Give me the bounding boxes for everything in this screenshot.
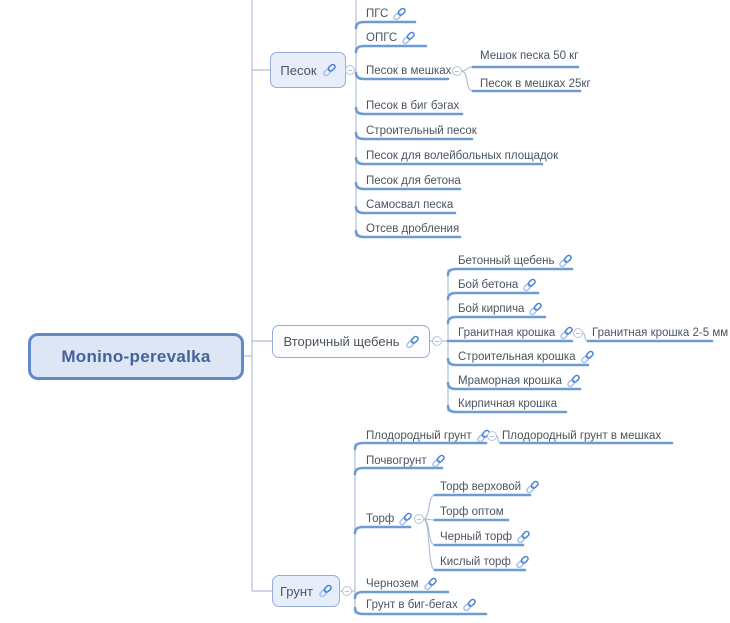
node-torf-optom[interactable] xyxy=(440,504,504,520)
link-icon[interactable] xyxy=(406,336,419,348)
link-icon[interactable] xyxy=(516,556,529,568)
link-icon[interactable] xyxy=(529,303,542,315)
node-grunt-v-big-begah[interactable] xyxy=(366,597,476,613)
node-root[interactable] xyxy=(28,333,244,380)
node-stroitelnyj-pesok[interactable] xyxy=(366,123,477,139)
link-icon[interactable] xyxy=(567,375,580,387)
node-label: Черный торф xyxy=(440,531,513,543)
link-icon[interactable] xyxy=(393,8,406,20)
link-icon[interactable] xyxy=(399,513,412,525)
link-icon[interactable] xyxy=(559,255,572,267)
link-icon[interactable] xyxy=(560,327,573,339)
link-icon[interactable] xyxy=(319,585,332,597)
node-label: Плодородный грунт xyxy=(366,430,472,442)
node-vtorichnyj-shcheben[interactable] xyxy=(272,325,430,358)
node-label: Грунт в биг-бегах xyxy=(366,599,458,611)
link-icon[interactable] xyxy=(517,531,530,543)
node-boj-betona[interactable] xyxy=(458,277,536,293)
node-label: Торф xyxy=(366,513,395,525)
node-opgs[interactable] xyxy=(366,30,415,46)
node-label: Отсев дробления xyxy=(366,223,460,235)
link-icon[interactable] xyxy=(523,279,536,291)
node-label: Monino-perevalka xyxy=(61,346,211,366)
node-label: Вторичный щебень xyxy=(283,334,400,349)
node-torf[interactable] xyxy=(366,511,412,527)
node-label: Бой бетона xyxy=(458,279,519,291)
node-label: Бетонный щебень xyxy=(458,255,555,267)
node-label: Торф оптом xyxy=(440,506,504,518)
node-label: Песок для бетона xyxy=(366,175,461,187)
node-label: Плодородный грунт в мешках xyxy=(502,430,662,442)
collapse-toggle-pesok-v-meshkah[interactable] xyxy=(452,66,462,76)
collapse-toggle-granitnaya-kroshka[interactable] xyxy=(573,328,583,338)
node-label: Бой кирпича xyxy=(458,303,525,315)
link-icon[interactable] xyxy=(581,351,594,363)
node-label: Мешок песка 50 кг xyxy=(480,50,579,62)
link-icon[interactable] xyxy=(424,578,437,590)
link-icon[interactable] xyxy=(402,32,415,44)
node-label: Кирпичная крошка xyxy=(458,398,558,410)
node-label: Кислый торф xyxy=(440,556,511,568)
node-pgs[interactable] xyxy=(366,6,406,22)
node-stroitelnaya-kroshka[interactable] xyxy=(458,349,594,365)
node-kirpichnaya-kroshka[interactable] xyxy=(458,396,557,412)
node-label: Чернозем xyxy=(366,578,419,590)
node-chernyj-torf[interactable] xyxy=(440,529,530,545)
node-label: Торф верховой xyxy=(440,481,522,493)
link-icon[interactable] xyxy=(432,455,445,467)
link-icon[interactable] xyxy=(323,64,336,76)
node-pesok-v-meshkah-25kg[interactable] xyxy=(480,76,591,92)
node-pochvogrunt[interactable] xyxy=(366,453,445,469)
node-plodorodnyj-grunt-v-meshkah[interactable] xyxy=(502,428,661,444)
node-label: Гранитная крошка xyxy=(458,327,556,339)
node-label: Строительный песок xyxy=(366,125,477,137)
node-meshok-peska-50kg[interactable] xyxy=(480,48,578,64)
node-granitnaya-kroshka[interactable] xyxy=(458,325,573,341)
collapse-toggle-vtorichnyj-shcheben[interactable] xyxy=(432,336,442,346)
node-label: ОПГС xyxy=(366,32,398,44)
node-granitnaya-kroshka-2-5-mm[interactable] xyxy=(592,325,728,341)
node-betonnyj-shcheben[interactable] xyxy=(458,253,572,269)
link-icon[interactable] xyxy=(463,599,476,611)
node-chernozem[interactable] xyxy=(366,576,437,592)
node-mramornaya-kroshka[interactable] xyxy=(458,373,580,389)
node-label: Песок в мешках 25кг xyxy=(480,78,591,90)
node-pesok-v-meshkah[interactable] xyxy=(366,63,451,79)
collapse-toggle-grunt[interactable] xyxy=(342,586,352,596)
node-pesok-dlya-volejbolnyh-ploshchadok[interactable] xyxy=(366,148,558,164)
node-label: Грунт xyxy=(279,583,314,599)
node-pesok-v-big-begah[interactable] xyxy=(366,98,459,114)
node-label: Мраморная крошка xyxy=(458,375,562,387)
link-icon[interactable] xyxy=(526,481,539,493)
collapse-toggle-torf[interactable] xyxy=(414,514,424,524)
node-label: Песок xyxy=(280,62,317,78)
node-label: Почвогрунт xyxy=(366,455,427,467)
node-label: Самосвал песка xyxy=(366,199,454,211)
node-plodorodnyj-grunt[interactable] xyxy=(366,428,490,444)
node-pesok[interactable] xyxy=(270,52,346,88)
node-label: Строительная крошка xyxy=(458,351,576,363)
node-samosval-peska[interactable] xyxy=(366,197,453,213)
node-label: ПГС xyxy=(366,8,389,20)
collapse-toggle-plodorodnyj-grunt[interactable] xyxy=(487,431,497,441)
node-label: Песок для волейбольных площадок xyxy=(366,150,559,162)
node-boj-kirpicha[interactable] xyxy=(458,301,542,317)
node-label: Гранитная крошка 2-5 мм xyxy=(592,327,729,339)
node-kislyj-torf[interactable] xyxy=(440,554,529,570)
node-label: Песок в биг бэгах xyxy=(366,100,460,112)
node-pesok-dlya-betona[interactable] xyxy=(366,173,461,189)
node-torf-verhovoj[interactable] xyxy=(440,479,539,495)
node-grunt[interactable] xyxy=(272,575,340,607)
node-otsev-drobleniya[interactable] xyxy=(366,221,459,237)
node-label: Песок в мешках xyxy=(366,65,452,77)
collapse-toggle-pesok[interactable] xyxy=(345,65,355,75)
